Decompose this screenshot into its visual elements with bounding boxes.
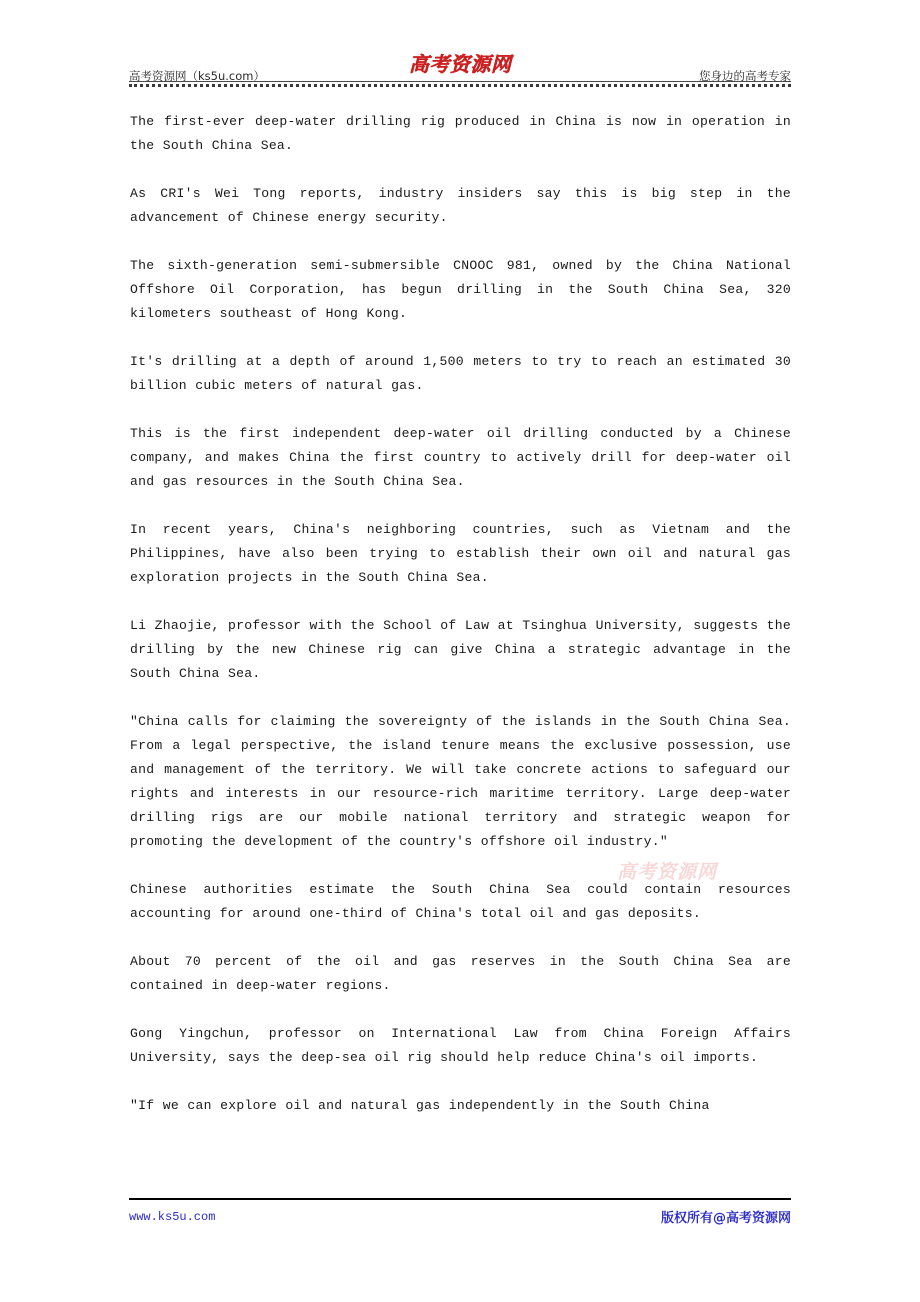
header-rule-dotted: [129, 84, 791, 87]
site-logo: 高考资源网: [408, 52, 512, 76]
paragraph: The first-ever deep-water drilling rig produced in China is now in operation in the South China Sea.: [130, 114, 791, 153]
footer-row: [129, 1207, 791, 1226]
footer-site-url[interactable]: www.ks5u.com: [129, 1209, 216, 1224]
page-footer: [129, 1198, 791, 1226]
header-tagline: 您身边的高考专家: [699, 69, 791, 83]
paragraph: About 70 percent of the oil and gas reserves in the South China Sea are contained in deep-water regions.: [130, 954, 791, 993]
paragraph: It's drilling at a depth of around 1,500 meters to try to reach an estimated 30 billion cubic meters of natural gas.: [130, 354, 791, 393]
paragraph: Chinese authorities estimate the South China Sea could contain resources accounting for around one-third of China's total oil and gas deposits.: [130, 882, 791, 921]
paragraph: Gong Yingchun, professor on International Law from China Foreign Affairs University, says the deep-sea oil rig should help reduce China's oil imports.: [130, 1026, 791, 1065]
paragraph: In recent years, China's neighboring countries, such as Vietnam and the Philippines, have also been trying to establish their own oil and natural gas exploration projects in the South China Sea.: [130, 522, 791, 585]
header-rule-thin: [129, 81, 791, 82]
page-watermark: 高考资源网: [617, 861, 718, 883]
page-header: [129, 52, 791, 86]
paragraph: Li Zhaojie, professor with the School of Law at Tsinghua University, suggests the drilling by the new Chinese rig can give China a strategic advantage in the South China Sea.: [130, 618, 791, 681]
header-site-label: 高考资源网（ks5u.com）: [129, 69, 265, 83]
paragraph-quote: "China calls for claiming the sovereignty of the islands in the South China Sea. From a legal perspective, the island tenure means the exclusive possession, use and management of the territory. We will take concrete actions to safeguard our rights and interests in our resource-rich maritime territory. Large deep-water drilling rigs are our mobile national territory and strategic weapon for promoting the development of the country's offshore oil industry.": [130, 714, 791, 849]
paragraph: The sixth-generation semi-submersible CNOOC 981, owned by the China National Offshore Oil Corporation, has begun drilling in the South China Sea, 320 kilometers southeast of Hong Kong.: [130, 258, 791, 321]
document-body: [130, 110, 791, 1118]
footer-copyright: 版权所有@高考资源网: [660, 1211, 791, 1226]
paragraph-truncated: "If we can explore oil and natural gas independently in the South China: [130, 1098, 710, 1113]
paragraph: This is the first independent deep-water oil drilling conducted by a Chinese company, and makes China the first country to actively drill for deep-water oil and gas resources in the South China Sea.: [130, 426, 791, 489]
footer-rule: [129, 1198, 791, 1200]
paragraph: As CRI's Wei Tong reports, industry insiders say this is big step in the advancement of Chinese energy security.: [130, 186, 791, 225]
